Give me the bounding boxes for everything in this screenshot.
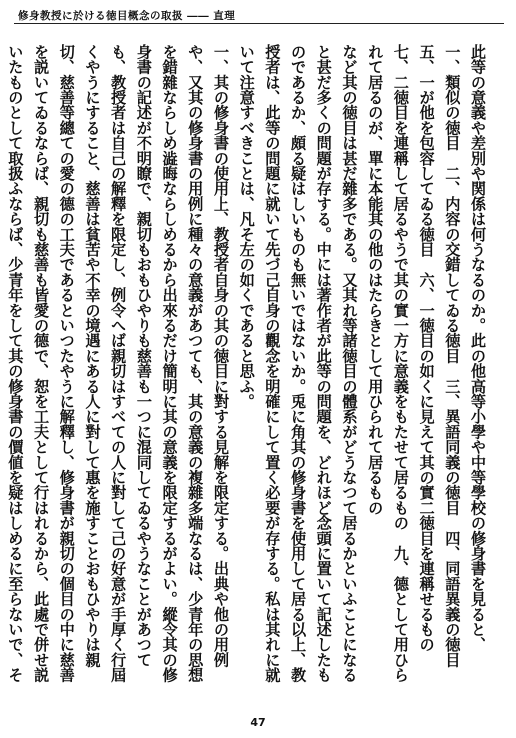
- page-number: 47: [250, 716, 266, 729]
- paragraph-point-one: 一、其の修身書の使用上、教授者自身の其の徳目に對する見解を限定する。出典や他の用例や、又其の修身書の用例に種々の意義があつても、其の意義の複雜多端なるは、少青年の思想を錯雜ならしめ澁晦ならしめるから出來るだけ簡明に其の意義を限定するがよい。縱令其の修身書の記述が不明瞭で、親切もおもひやりも慈善も一つに混同してゐるやうなことがあつても、教授者は自己の解釋を限定し、例令へば親切はすべての人に對して己の好意が手厚く行屆くやうにすること、慈善は貧苦や不幸の境遇にある人に對して惠を施すことおもひやりは親切、慈善等總ての愛の德の工夫であるといつたやうに解釋し、修身書が親切の個目の中に慈善を説いてゐるならば、親切も慈善も皆愛の德で、恕を工夫として行はれるから、此處で併せ説いたものとして取扱ふならば、少青年をして其の修身書の價値を疑はしめるに至らないで、そ: [6, 44, 230, 683]
- paragraph-intro: 此等の意義や差別や関係は何うなるのか。此の他高等小學や中等學校の修身書を見ると、: [469, 44, 487, 652]
- body-text: [6, 44, 490, 684]
- paragraph-problems: など其の徳目は甚だ雜多である。又其れ等諸徳目の體系がどうなつて居るかといふことになると甚だ多くの問題が存する。中には著作者が此等の問題を、どれほど念頭に置いて記述したものであるか、頗る疑はしいものも無いではないか。兎に角其の修身書を使用して居る以上、教授者は、此等の問題に就いて先づ己自身の觀念を明確にして置く必要が存する。私は其れに就いて注意すべきことは、凡そ左の如くであると思ふ。: [237, 44, 359, 683]
- paragraph-virtue-list: 一、類似の徳目 二、内容の交錯してゐる徳目 三、異語同義の徳目 四、同語異義の徳目 五、一が他を包容してゐる徳目 六、一徳目の如くに見えて其の實二徳目を連稱せるもの 七、二徳目を連稱して居るやうで其の實一方に意義をもたせて居るもの 九、德として用ひられて居るのが、單に本能其の他のはたらきとして用ひられて居るもの: [366, 44, 462, 683]
- running-header: 修身教授に於ける徳目概念の取扱 ―― 直理: [18, 10, 236, 22]
- header-rule: [14, 23, 504, 24]
